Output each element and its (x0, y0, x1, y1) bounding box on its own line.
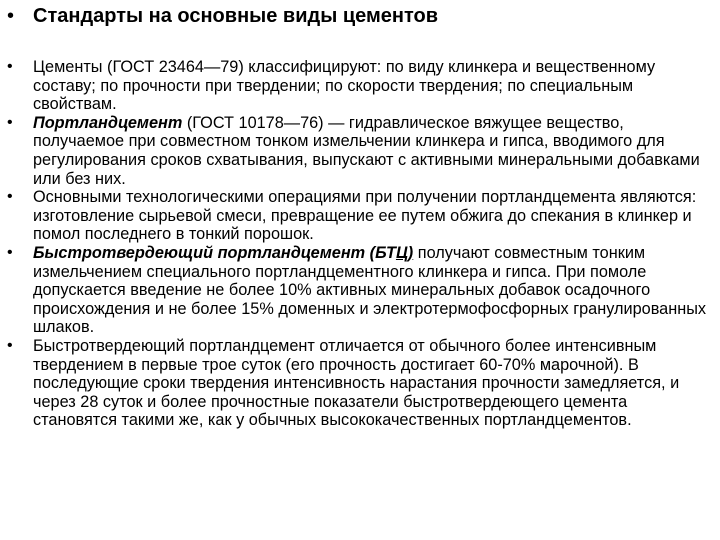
list-item-text (33, 244, 712, 337)
bullet-icon: • (7, 113, 13, 131)
list-item-body: Быстротвердеющий портландцемент отличается от обычного более интенсивным твердением в первые трое суток (его прочность достигает 60-70% марочной). В последующие сроки твердения интенсивность нарастания прочности замедляется, и через 28 суток и более прочностные показатели быстротвердеющего цемента становятся такими же, как у обычных высококачественных портландцементов. (33, 336, 680, 430)
bullet-list (7, 58, 712, 430)
list-item-text (33, 188, 712, 244)
list-item-body: (ГОСТ 10178—76) — гидравлическое вяжущее вещество, получаемое при совместном тонком измельчении клинкера и гипса, вводимого для регулирования сроков схватывания, выпускают с активными минеральными добавками или без них. (33, 113, 700, 188)
list-item-body: Цементы (ГОСТ 23464—79) классифицируют: по виду клинкера и вещественному составу; по прочности при твердении; по скорости твердения; по специальным свойствам. (33, 58, 656, 114)
list-item-text (33, 337, 712, 430)
list-item (7, 114, 712, 188)
list-item (7, 337, 712, 430)
bullet-icon: • (7, 58, 13, 75)
bullet-icon: • (7, 243, 13, 261)
bullet-icon: • (7, 5, 15, 27)
list-item-body: Основными технологическими операциями при получении портландцемента являются: изготовление сырьевой смеси, превращение ее путем обжига до спекания в клинкер и помол последнего в тонкий порошок. (33, 188, 697, 244)
page-title: Стандарты на основные виды цементов (33, 5, 439, 27)
list-item-text (33, 114, 712, 188)
list-item (7, 58, 712, 114)
list-item (7, 244, 712, 337)
bullet-icon: • (7, 188, 13, 206)
emphasis-term-underlined: Ц) (395, 243, 414, 262)
list-item-body: получают совместным тонким измельчением специального портландцементного клинкера и гипса. При помоле допускается введение не более 10% активных минеральных добавок осадочного происхождения и не более 15% доменных и электротермофосфорных гранулированных шлаков. (33, 243, 707, 337)
emphasis-term: Портландцемент (33, 113, 183, 132)
bullet-icon: • (7, 336, 13, 354)
list-item (7, 188, 712, 244)
title-row (7, 3, 712, 29)
emphasis-term: Быстротвердеющий портландцемент (БТ (33, 243, 396, 262)
list-item-text (33, 58, 712, 114)
